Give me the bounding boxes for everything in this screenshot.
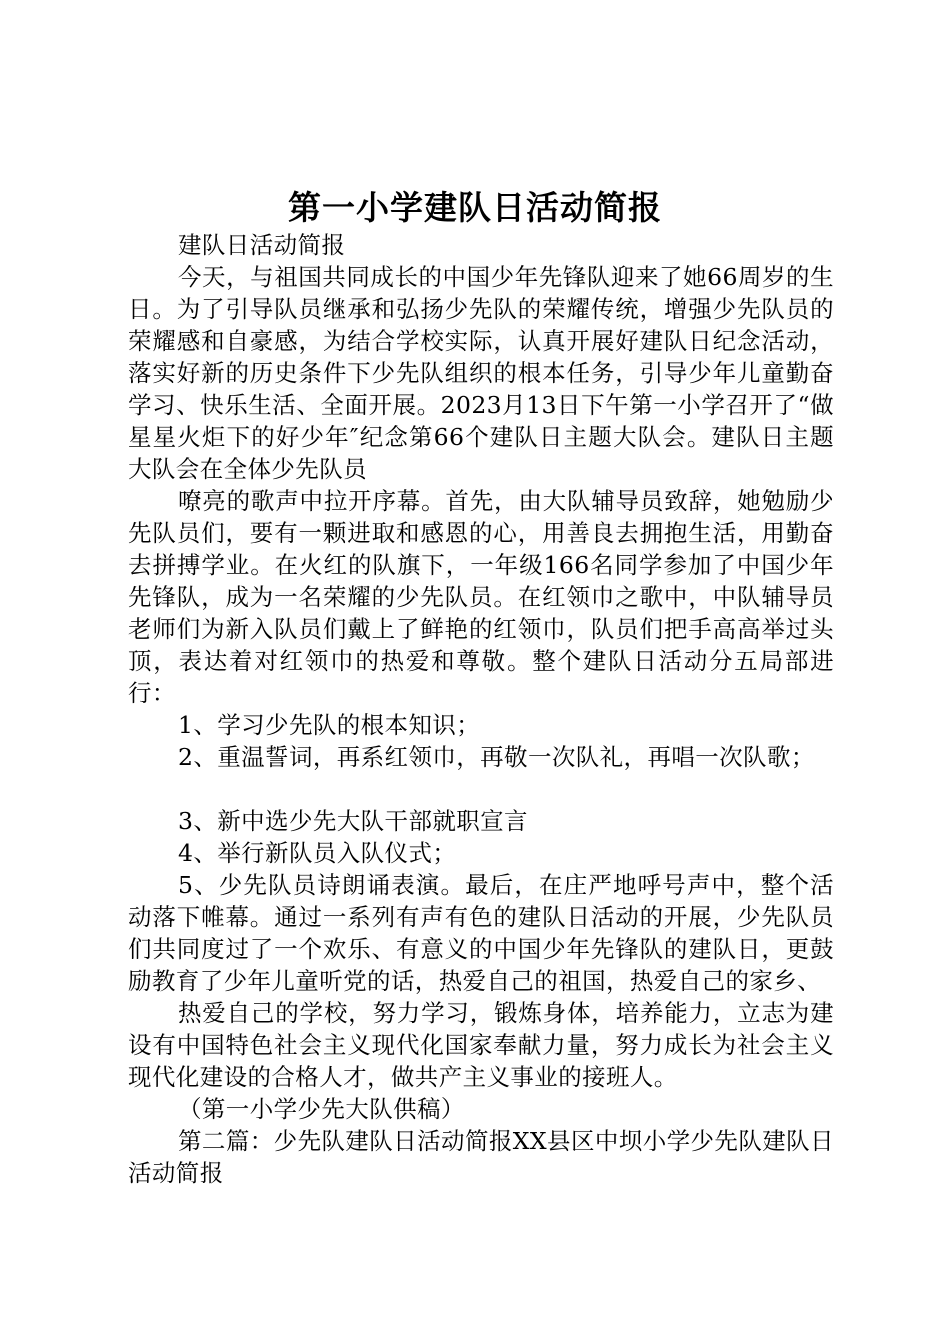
paragraph-subtitle: 建队日活动简报 [178, 231, 346, 259]
blank-line [128, 773, 834, 805]
paragraph-intro: 今天，与祖国共同成长的中国少年先锋队迎来了她66周岁的生日。为了引导队员继承和弘扬少先队的荣耀传统，增强少先队员的荣耀感和自豪感，为结合学校实际，认真开展好建队日纪念活动，落实好新的历史条件下少先队组织的根本任务，引导少年儿童勤奋学习、快乐生活、全面开展。2023月13日下午第一小学召开了“做星星火炬下的好少年″纪念第66个建队日主题大队会。建队日主题大队会在全体少先队员 [128, 263, 834, 483]
list-item-3: 3、新中选少先大队干部就职宣言 [178, 807, 528, 835]
list-item-1: 1、学习少先队的根本知识； [178, 711, 481, 739]
list-item-2: 2、重温誓词，再系红领巾，再敬一次队礼，再唱一次队歌； [178, 743, 815, 771]
paragraph-second-article: 第二篇：少先队建队日活动简报XX县区中坝小学少先队建队日活动简报 [128, 1127, 834, 1187]
list-item-4: 4、举行新队员入队仪式； [178, 839, 457, 867]
paragraph-ceremony: 嘹亮的歌声中拉开序幕。首先，由大队辅导员致辞，她勉励少先队员们，要有一颗进取和感恩的心，用善良去拥抱生活，用勤奋去拼搏学业。在火红的队旗下，一年级166名同学参加了中国少年先锋队，成为一名荣耀的少先队员。在红领巾之歌中，中队辅导员老师们为新入队员们戴上了鲜艳的红领巾，队员们把手高高举过头顶，表达着对红领巾的热爱和尊敬。整个建队日活动分五局部进行： [128, 487, 834, 707]
paragraph-conclusion: 热爱自己的学校，努力学习，锻炼身体，培养能力，立志为建设有中国特色社会主义现代化国家奉献力量，努力成长为社会主义现代化建设的合格人才，做共产主义事业的接班人。 [128, 999, 834, 1091]
paragraph-source: （第一小学少先大队供稿） [178, 1095, 465, 1123]
document-title: 第一小学建队日活动简报 [288, 188, 662, 227]
document-body [128, 229, 834, 1189]
list-item-5: 5、少先队员诗朗诵表演。最后，在庄严地呼号声中，整个活动落下帷幕。通过一系列有声有色的建队日活动的开展，少先队员们共同度过了一个欢乐、有意义的中国少年先锋队的建队日，更鼓励教育了少年儿童听党的话，热爱自己的祖国，热爱自己的家乡、 [128, 871, 834, 995]
